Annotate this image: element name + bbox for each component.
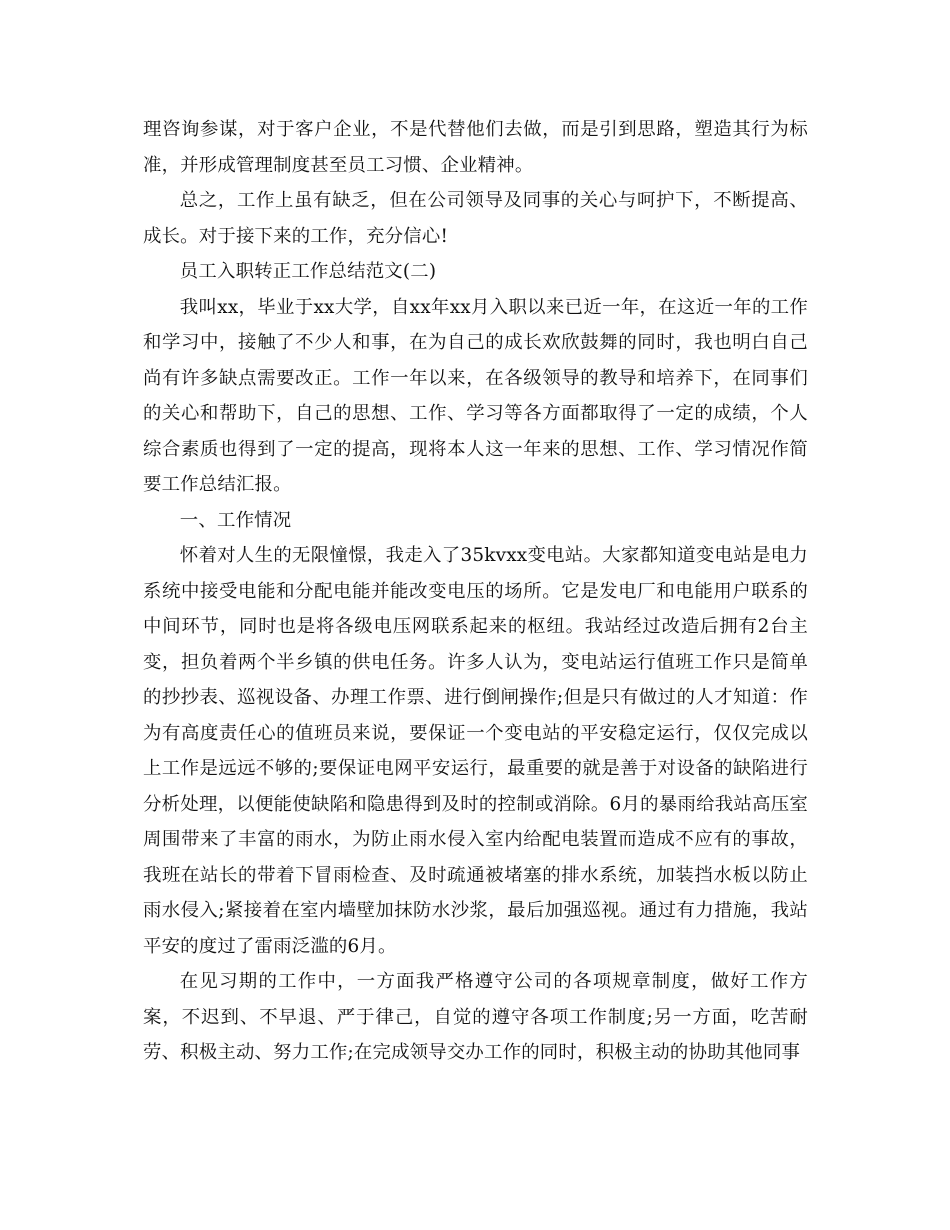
section-title: 员工入职转正工作总结范文(二)	[179, 261, 437, 282]
section-heading-work: 一、工作情况	[179, 509, 292, 531]
paragraph-continuation: 理咨询参谋，对于客户企业，不是代替他们去做，而是引到思路，塑造其行为标准，并形成管理制度甚至员工习惯、企业精神。	[143, 119, 808, 176]
paragraph-conclusion: 总之，工作上虽有缺乏，但在公司领导及同事的关心与呵护下，不断提高、成长。对于接下来的工作，充分信心!	[143, 190, 808, 247]
document-body	[143, 112, 808, 1071]
paragraph-probation: 在见习期的工作中，一方面我严格遵守公司的各项规章制度，做好工作方案，不迟到、不早退、严于律己，自觉的遵守各项工作制度;另一方面，吃苦耐劳、积极主动、努力工作;在完成领导交办工作的同时，积极主动的协助其他同事	[143, 971, 808, 1063]
paragraph-work-details: 怀着对人生的无限憧憬，我走入了35kvxx变电站。大家都知道变电站是电力系统中接受电能和分配电能并能改变电压的场所。它是发电厂和电能用户联系的中间环节，同时也是将各级电压网联系起来的枢纽。我站经过改造后拥有2台主变，担负着两个半乡镇的供电任务。许多人认为，变电站运行值班工作只是简单的抄抄表、巡视设备、办理工作票、进行倒闸操作;但是只有做过的人才知道：作为有高度责任心的值班员来说，要保证一个变电站的平安稳定运行，仅仅完成以上工作是远远不够的;要保证电网平安运行，最重要的就是善于对设备的缺陷进行分析处理，以便能使缺陷和隐患得到及时的控制或消除。6月的暴雨给我站高压室周围带来了丰富的雨水，为防止雨水侵入室内给配电装置而造成不应有的事故，我班在站长的带着下冒雨检查、及时疏通被堵塞的排水系统，加装挡水板以防止雨水侵入;紧接着在室内墙壁加抹防水沙浆，最后加强巡视。通过有力措施，我站平安的度过了雷雨泛滥的6月。	[143, 545, 808, 957]
paragraph-introduction: 我叫xx，毕业于xx大学，自xx年xx月入职以来已近一年，在这近一年的工作和学习中，接触了不少人和事，在为自己的成长欢欣鼓舞的同时，我也明白自己尚有许多缺点需要改正。工作一年以来，在各级领导的教导和培养下，在同事们的关心和帮助下，自己的思想、工作、学习等各方面都取得了一定的成绩，个人综合素质也得到了一定的提高，现将本人这一年来的思想、工作、学习情况作简要工作总结汇报。	[143, 296, 808, 495]
